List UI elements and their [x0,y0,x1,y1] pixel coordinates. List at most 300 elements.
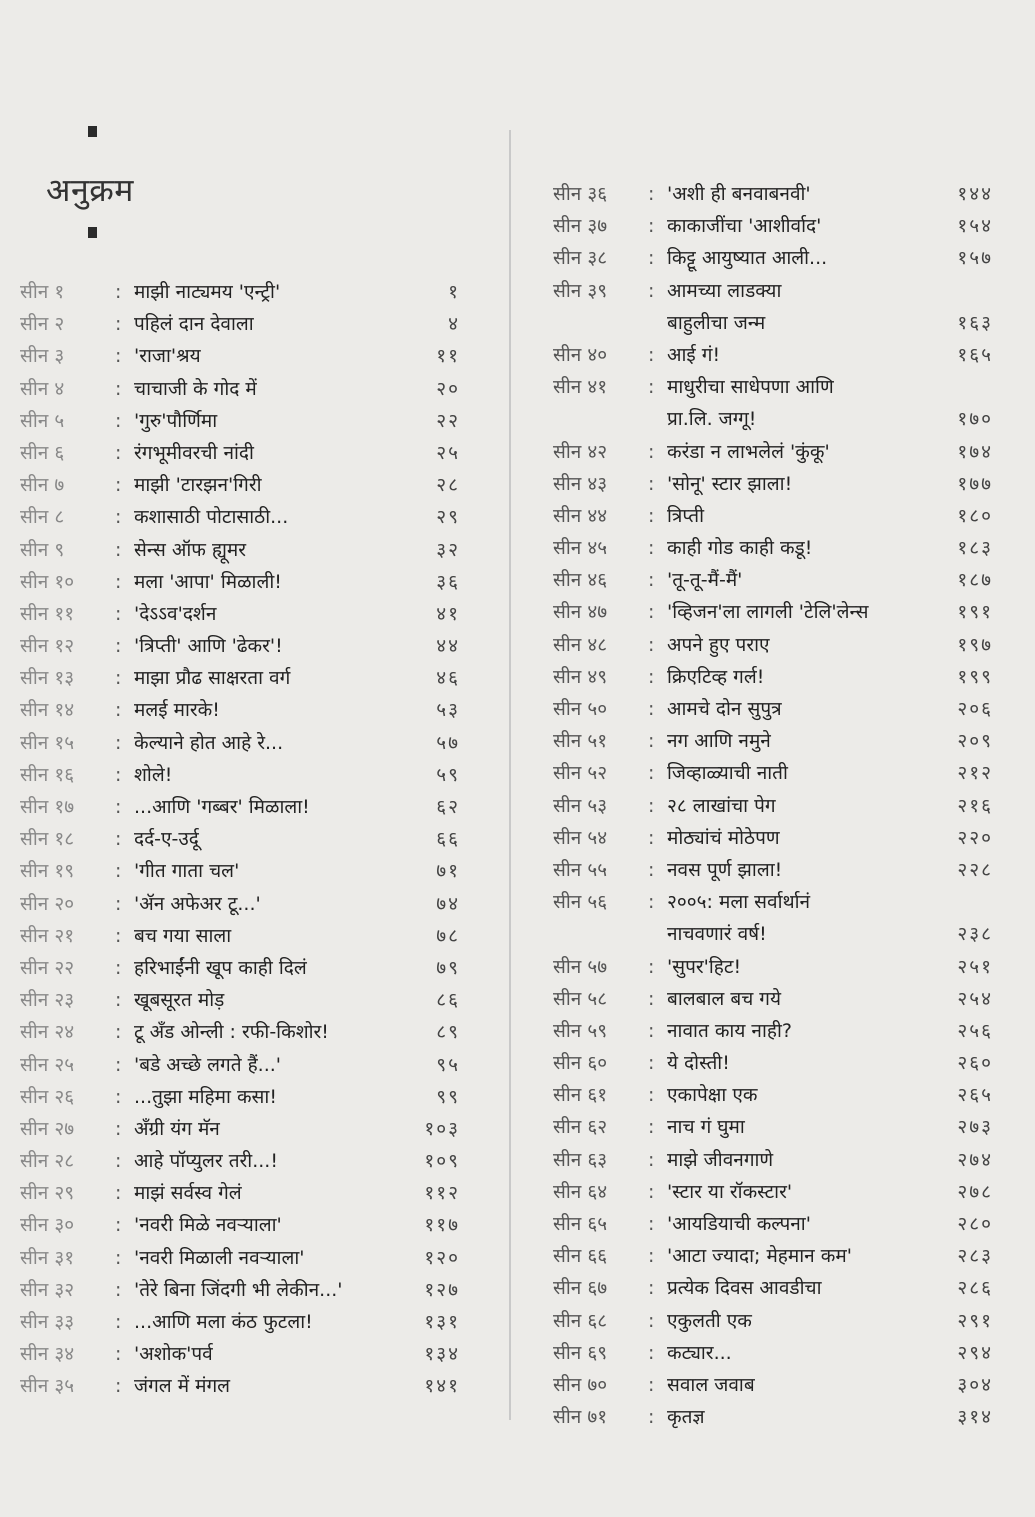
chapter-title [134,1242,305,1274]
page-number: १०९ [424,1150,460,1173]
scene-number: सीन ४० [553,343,608,366]
chapter-title [667,822,780,854]
toc-entry [553,1144,993,1176]
chapter-title-line: रंगभूमीवरची नांदी [134,441,254,464]
page-number: ५९ [436,763,460,786]
chapter-title-line: 'तेरे बिना जिंदगी भी लेकीन...' [134,1278,343,1301]
separator-colon: : [648,343,655,366]
chapter-title-line: 'त्रिप्ती' आणि 'ढेकर'! [134,635,283,658]
scene-number: सीन ५६ [553,891,608,914]
toc-entry [553,532,993,564]
page-number: २९ [436,506,460,529]
toc-entry [553,436,993,468]
toc-entry [553,629,993,661]
chapter-title-line: 'देऽऽव'दर्शन [134,602,217,625]
scene-number: सीन ५० [553,698,608,721]
chapter-title [667,339,720,371]
chapter-title-line: केल्याने होत आहे रे... [134,731,284,754]
toc-entry [20,1242,460,1274]
separator-colon: : [648,1180,655,1203]
chapter-title [134,501,288,533]
page-number: ३१४ [957,1406,993,1429]
scene-number: सीन ६८ [553,1309,608,1332]
toc-entry [20,888,460,920]
chapter-title-line: 'तू-तू-मैं-मैं' [667,569,743,592]
page-number: २२० [957,826,993,849]
chapter-title [667,1240,852,1272]
chapter-title [667,1047,730,1079]
chapter-title [134,405,217,437]
toc-entry [553,1337,993,1369]
chapter-title [134,759,172,791]
chapter-title-line: माधुरीचा साधेपणा आणि [667,376,834,399]
page-number: १८७ [957,569,993,592]
separator-colon: : [648,1245,655,1268]
separator-colon: : [648,1373,655,1396]
toc-entry [20,1209,460,1241]
separator-colon: : [648,955,655,978]
chapter-title-line: मलई मारके! [134,699,220,722]
page-number: २५१ [957,955,993,978]
toc-entry [20,276,460,308]
chapter-title [667,275,781,339]
separator-colon: : [115,1021,122,1044]
toc-entry [20,1049,460,1081]
separator-colon: : [648,1084,655,1107]
scene-number: सीन १९ [20,860,75,883]
toc-entry [20,823,460,855]
chapter-title-line: कट्यार... [667,1341,732,1364]
separator-colon: : [115,956,122,979]
chapter-title [667,661,764,693]
page-number: ४ [448,313,460,336]
chapter-title-line: बच गया साला [134,924,232,947]
chapter-title [134,1081,277,1113]
page-number: २३८ [957,923,993,946]
toc-entry [553,178,993,210]
toc-entry [553,1047,993,1079]
separator-colon: : [115,1311,122,1333]
page-number: ५७ [436,731,460,754]
separator-colon: : [115,892,122,915]
toc-entry [20,1370,460,1402]
chapter-title-line: 'सुपर'हिट! [667,955,742,978]
separator-colon: : [115,570,122,593]
page-number: ११ [436,345,460,368]
toc-entry [553,693,993,725]
separator-colon: : [648,1116,655,1139]
scene-number: सीन ४२ [553,440,608,463]
separator-colon: : [648,279,655,302]
page-number: ३०४ [957,1373,993,1396]
separator-colon: : [115,667,122,690]
toc-entry [553,339,993,371]
chapter-title-line: बाहुलीचा जन्म [667,311,766,334]
toc-entry [553,1272,993,1304]
scene-number: सीन ५१ [553,730,608,753]
scene-number: सीन ४४ [553,504,608,527]
page-number: २९१ [957,1309,993,1332]
chapter-title [134,566,282,598]
scene-number: सीन २१ [20,924,75,947]
chapter-title [134,791,310,823]
chapter-title [667,1305,752,1337]
scene-number: सीन ६७ [553,1277,608,1300]
chapter-title [134,888,261,920]
scene-number: सीन ४७ [553,601,608,624]
page-number: १०३ [424,1117,460,1140]
chapter-title-line: माझी नाट्यमय 'एन्ट्री' [134,281,281,303]
scene-number: सीन २२ [20,956,75,979]
separator-colon: : [648,183,655,205]
scene-number: सीन ८ [20,506,65,529]
scene-number: सीन २९ [20,1182,75,1205]
toc-entry [553,886,993,950]
page-number: ३६ [436,570,460,593]
page-number: १७० [957,408,993,431]
chapter-title-line: सेन्स ऑफ ह्यूमर [134,538,247,561]
chapter-title-line: मला 'आपा' मिळाली! [134,570,282,593]
chapter-title-line: ये दोस्ती! [667,1052,730,1075]
chapter-title-line: आई गं! [667,343,721,366]
scene-number: सीन ६४ [553,1180,608,1203]
chapter-title-line: आमच्या लाडक्या [667,279,782,302]
chapter-title [667,1015,792,1047]
scene-number: सीन ९ [20,538,65,561]
chapter-title [134,1049,281,1081]
page-number: १८० [957,504,993,527]
toc-entry [20,662,460,694]
toc-entry [553,822,993,854]
chapter-title [667,629,770,661]
page-number: २८ [436,474,460,497]
scene-number: सीन ४५ [553,537,608,560]
chapter-title-line: क्रिएटिव्ह गर्ल! [667,665,765,688]
chapter-title-line: करंडा न लाभलेलं 'कुंकू' [667,440,830,463]
scene-number: सीन ३८ [553,247,608,270]
chapter-title [134,276,280,308]
separator-colon: : [115,1085,122,1108]
scene-number: सीन ३ [20,345,65,368]
scene-number: सीन ७० [553,1373,608,1396]
toc-entry [20,1338,460,1370]
toc-entry [20,1306,460,1338]
chapter-title-line: दर्द-ए-उर्दू [134,828,199,851]
page-number: १६३ [957,311,993,334]
chapter-title [134,1306,313,1338]
toc-entry [553,371,993,435]
scene-number: सीन ११ [20,602,75,625]
toc-entry [553,790,993,822]
scene-number: सीन ३४ [20,1343,75,1366]
page-number: २०९ [957,730,993,753]
scene-number: सीन ६० [553,1052,608,1075]
toc-entry [20,984,460,1016]
scene-number: सीन २० [20,892,75,915]
scene-number: सीन १७ [20,796,75,818]
separator-colon: : [115,860,122,883]
chapter-title-line: 'अशी ही बनवाबनवी' [667,183,811,205]
separator-colon: : [115,989,122,1012]
separator-colon: : [648,1213,655,1236]
scene-number: सीन ५८ [553,987,608,1010]
chapter-title [667,886,810,950]
separator-colon: : [648,537,655,560]
separator-colon: : [648,698,655,721]
scene-number: सीन ४१ [553,376,608,399]
page-number: २२८ [957,858,993,881]
page-number: २५४ [957,987,993,1010]
chapter-title [667,1272,822,1304]
chapter-title [667,790,776,822]
scene-number: सीन ६५ [553,1213,608,1236]
chapter-title [134,469,262,501]
chapter-title [667,371,834,435]
separator-colon: : [648,794,655,817]
toc-entry [20,501,460,533]
toc-entry [553,1176,993,1208]
page-number: २७८ [957,1180,993,1203]
separator-colon: : [648,569,655,592]
scene-number: सीन १२ [20,635,75,658]
chapter-title-line: 'अशोक'पर्व [134,1343,213,1366]
chapter-title [667,532,812,564]
page-number: २७४ [957,1148,993,1171]
chapter-title-line: अपने हुए पराए [667,633,770,656]
chapter-title-line: कृतज्ञ [667,1406,705,1429]
separator-colon: : [648,891,655,914]
toc-entry [20,727,460,759]
toc-entry [20,1145,460,1177]
chapter-title [134,1016,329,1048]
separator-colon: : [115,1214,122,1237]
toc-entry [20,340,460,372]
scene-number: सीन ३० [20,1214,75,1237]
toc-entry [20,1016,460,1048]
separator-colon: : [648,762,655,785]
chapter-title [667,1079,758,1111]
chapter-title-line: नग आणि नमुने [667,730,771,753]
chapter-title-line: आमचे दोन सुपुत्र [667,698,782,721]
separator-colon: : [648,601,655,624]
separator-colon: : [648,504,655,527]
chapter-title [134,598,216,630]
separator-colon: : [115,796,122,818]
chapter-title [134,1145,278,1177]
page-number: १४१ [424,1375,460,1398]
scene-number: सीन ६६ [553,1245,608,1268]
scene-number: सीन २८ [20,1150,75,1173]
chapter-title-line: 'आयडियाची कल्पना' [667,1213,811,1236]
chapter-title-line: काकाजींचा 'आशीर्वाद' [667,215,822,238]
separator-colon: : [115,506,122,529]
chapter-title-line: बालबाल बच गये [667,987,782,1010]
toc-left-column [20,276,460,1403]
chapter-title [134,727,283,759]
page-number: १ [448,281,460,303]
chapter-title-line: कशासाठी पोटासाठी... [134,506,289,529]
page-number: १३४ [424,1343,460,1366]
chapter-title [134,630,283,662]
separator-colon: : [648,1341,655,1364]
page-number: ७९ [436,956,460,979]
separator-colon: : [115,1053,122,1076]
chapter-title-line: ...तुझा महिमा कसा! [134,1085,277,1108]
scene-number: सीन ६ [20,441,65,464]
chapter-title-line: जिव्हाळ्याची नाती [667,762,788,785]
page-number: १३१ [424,1311,460,1333]
scene-number: सीन ५३ [553,794,608,817]
chapter-title [134,1338,213,1370]
chapter-title [667,854,782,886]
scene-number: सीन ५५ [553,858,608,881]
chapter-title-line: अँग्री यंग मॅन [134,1117,220,1140]
chapter-title [667,725,771,757]
toc-entry [553,564,993,596]
page-number: २८६ [957,1277,993,1300]
toc-entry [20,791,460,823]
toc-entry [20,1081,460,1113]
page-number: ९९ [436,1085,460,1108]
chapter-title [667,596,868,628]
chapter-title [134,308,254,340]
toc-entry [553,854,993,886]
toc-entry [553,468,993,500]
scene-number: सीन ७१ [553,1406,608,1429]
page-number: ७८ [436,924,460,947]
page-number: १२७ [424,1278,460,1301]
chapter-title-line: शोले! [134,763,173,786]
separator-colon: : [115,441,122,464]
chapter-title-line: माझा प्रौढ साक्षरता वर्ग [134,667,291,690]
chapter-title [667,693,782,725]
scene-number: सीन १३ [20,667,75,690]
scene-number: सीन ३६ [553,183,608,205]
scene-number: सीन ३७ [553,215,608,238]
page-number: ४६ [436,667,460,690]
chapter-title-line: 'नवरी मिळे नवऱ्याला' [134,1214,282,1237]
toc-entry [553,1208,993,1240]
separator-colon: : [115,1278,122,1301]
toc-entry [553,1401,993,1433]
chapter-title-line: माझी 'टारझन'गिरी [134,474,262,497]
chapter-title [134,694,220,726]
page-number: ७१ [436,860,460,883]
toc-entry [553,725,993,757]
separator-colon: : [115,1117,122,1140]
separator-colon: : [115,474,122,497]
chapter-title-line: नावात काय नाही? [667,1019,792,1042]
separator-colon: : [115,602,122,625]
toc-entry [553,1240,993,1272]
scene-number: सीन २४ [20,1021,75,1044]
chapter-title-line: जंगल में मंगल [134,1375,231,1398]
toc-entry [20,566,460,598]
chapter-title [134,1209,282,1241]
toc-entry [553,210,993,242]
chapter-title-line: २००५: मला सर्वार्थानं [667,891,811,914]
separator-colon: : [648,1277,655,1300]
toc-entry [553,1369,993,1401]
separator-colon: : [648,987,655,1010]
scene-number: सीन ५९ [553,1019,608,1042]
separator-colon: : [648,633,655,656]
page-number: १६५ [957,343,993,366]
chapter-title-line: 'गुरु'पौर्णिमा [134,409,218,432]
chapter-title-line: हरिभाईंनी खूप काही दिलं [134,956,307,979]
scene-number: सीन ४८ [553,633,608,656]
separator-colon: : [115,635,122,658]
scene-number: सीन ३१ [20,1246,75,1269]
chapter-title [667,1144,773,1176]
chapter-title [134,534,246,566]
page-title: अनुक्रम [46,171,134,209]
page-number: ९५ [436,1053,460,1076]
page-number: १५४ [957,215,993,238]
scene-number: सीन ३५ [20,1375,75,1398]
toc-entry [553,1305,993,1337]
chapter-title-line: 'ॲन अफेअर टू...' [134,892,261,915]
toc-entry [20,855,460,887]
scene-number: सीन १४ [20,699,75,722]
scene-number: सीन २६ [20,1085,75,1108]
page-number: १९९ [957,665,993,688]
page-number: २५ [436,441,460,464]
separator-colon: : [648,826,655,849]
scene-number: सीन ५४ [553,826,608,849]
separator-colon: : [115,763,122,786]
scene-number: सीन १६ [20,763,75,786]
toc-entry [20,373,460,405]
chapter-title [667,1337,732,1369]
page-number: ६६ [436,828,460,851]
chapter-title [667,178,811,210]
separator-colon: : [648,858,655,881]
scene-number: सीन ५ [20,409,65,432]
page-number: ५३ [436,699,460,722]
scene-number: सीन ४९ [553,665,608,688]
separator-colon: : [115,313,122,336]
chapter-title [667,468,792,500]
separator-colon: : [115,699,122,722]
column-divider [509,130,511,1420]
chapter-title [134,1274,343,1306]
separator-colon: : [115,1150,122,1173]
chapter-title [134,984,224,1016]
separator-colon: : [648,472,655,495]
scene-number: सीन ७ [20,474,65,497]
heading-bullet-top [88,126,97,137]
toc-entry [20,469,460,501]
chapter-title-line: प्रा.लि. जग्गू! [667,408,757,431]
separator-colon: : [648,376,655,399]
separator-colon: : [648,1019,655,1042]
chapter-title-line: 'सोनू' स्टार झाला! [667,472,793,495]
chapter-title-line: मोठ्यांचं मोठेपण [667,826,780,849]
scene-number: सीन ३२ [20,1278,75,1301]
toc-entry [20,952,460,984]
separator-colon: : [648,665,655,688]
chapter-title-line: माझे जीवनगाणे [667,1148,774,1171]
separator-colon: : [115,924,122,947]
chapter-title-line: टू अँड ओन्ली : रफी-किशोर! [134,1021,329,1044]
scene-number: सीन १ [20,281,65,303]
page-number: १९१ [957,601,993,624]
separator-colon: : [648,730,655,753]
page-number: २८० [957,1213,993,1236]
page-number: २०६ [957,698,993,721]
heading-bullet-bottom [88,227,97,238]
